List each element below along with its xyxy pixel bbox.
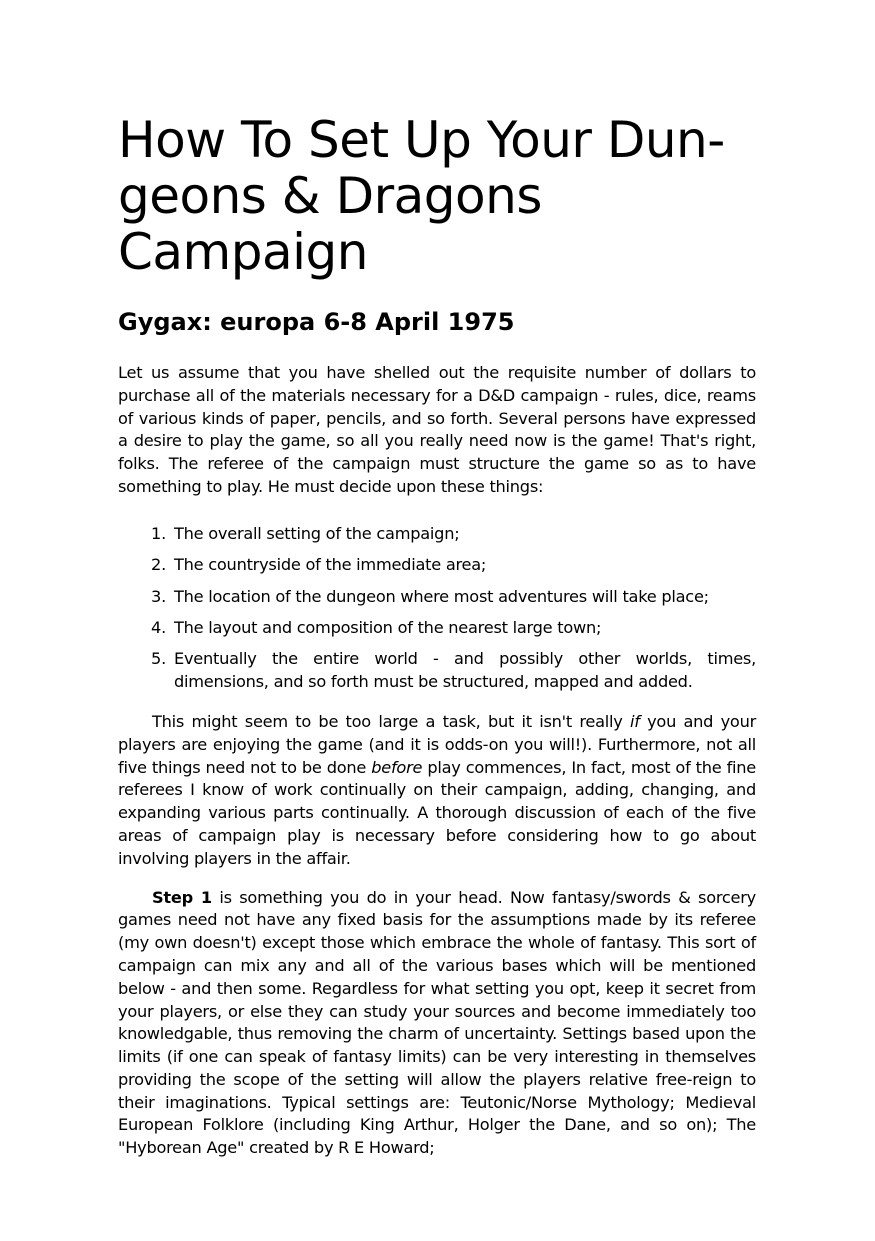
list-item-text: The location of the dungeon where most adventures will take place; xyxy=(174,586,709,606)
list-item-text: The overall setting of the campaign; xyxy=(174,523,460,543)
emphasis-before: before xyxy=(371,757,423,777)
paragraph-scope-part2: you and your players are enjoying the game (and it is odds-on you will!). Furthermore, not all five things need not to be done xyxy=(118,711,756,777)
subtitle: Gygax: europa 6-8 April 1975 xyxy=(118,308,515,336)
list-item-number: 1. xyxy=(151,523,166,543)
paragraph-scope-part1: This might seem to be too large a task, but it isn't really xyxy=(152,711,630,731)
step-1-label: Step 1 xyxy=(152,887,212,907)
list-item-text: Eventually the entire world - and possibly other worlds, times, dimensions, and so forth must be structured, mapped and added. xyxy=(174,649,756,692)
title-line-1: How To Set Up Your Dun- xyxy=(118,111,725,169)
list-item-number: 4. xyxy=(151,617,166,637)
steps-list xyxy=(118,523,756,694)
list-item xyxy=(118,523,756,546)
title-line-2: geons & Dragons Campaign xyxy=(118,167,542,281)
step-1-text: is something you do in your head. Now fantasy/swords & sorcery games need not have any fixed basis for the assumptions made by its referee (my own doesn't) except those which embrace the whole of fantasy. This sort of campaign can mix any and all of the various bases which will be mentioned below - and then some. Regardless for what setting you opt, keep it secret from your players, or else they can study your sources and become immediately too knowledgable, thus removing the charm of uncertainty. Settings based upon the limits (if one can speak of fantasy limits) can be very interesting in themselves providing the scope of the setting will allow the players relative free-reign to their imaginations. Typical settings are: Teutonic/Norse Mythology; Medieval European Folklore (including King Arthur, Holger the Dane, and so on); The "Hyborean Age" created by R E Howard; xyxy=(118,887,756,1158)
page-title xyxy=(118,112,756,280)
list-item xyxy=(118,617,756,640)
paragraph-step-1 xyxy=(118,887,756,1161)
paragraph-scope-part3: play commences, In fact, most of the fine referees I know of work continually on their campaign, adding, changing, and expanding various parts continually. A thorough discussion of each of the five areas of campaign play is necessary before considering how to go about involving players in the affair. xyxy=(118,757,757,868)
list-item-number: 2. xyxy=(151,555,166,575)
list-item xyxy=(118,648,756,694)
list-item-number: 5. xyxy=(151,649,166,669)
document-page xyxy=(118,112,756,1160)
list-item xyxy=(118,554,756,577)
paragraph-scope xyxy=(118,711,756,871)
intro-paragraph: Let us assume that you have shelled out the requisite number of dollars to purchase all of the materials necessary for a D&D campaign - rules, dice, reams of various kinds of paper, pencils, and so forth. Several persons have expressed a desire to play the game, so all you really need now is the game! That's right, folks. The referee of the campaign must structure the game so as to have something to play. He must decide upon these things: xyxy=(118,363,756,496)
emphasis-if: if xyxy=(630,711,640,731)
list-item-text: The layout and composition of the nearest large town; xyxy=(174,617,602,637)
list-item-text: The countryside of the immediate area; xyxy=(174,555,487,575)
list-item-number: 3. xyxy=(151,586,166,606)
list-item xyxy=(118,586,756,609)
